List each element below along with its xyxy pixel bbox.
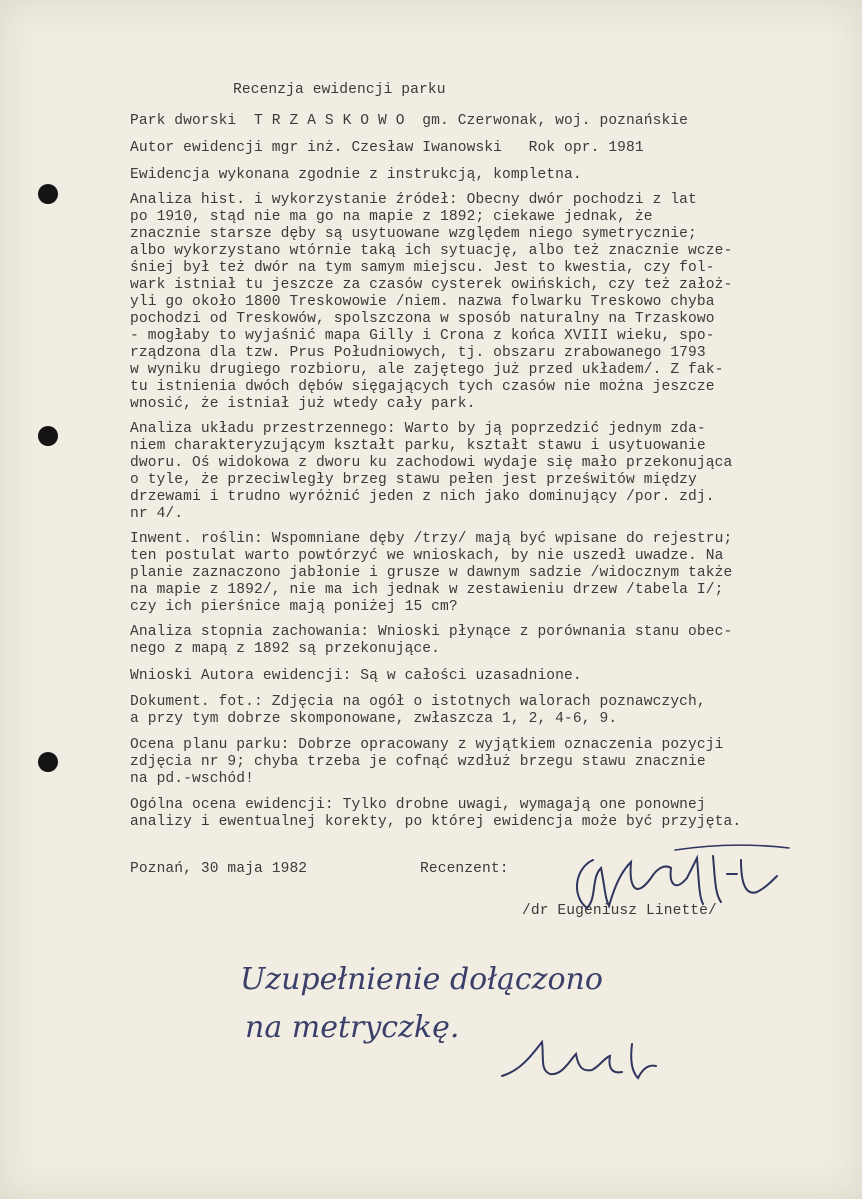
text-line: w wyniku drugiego rozbioru, ale zajętego już przed układem/. Z fak- — [130, 362, 724, 378]
text-line: Autor ewidencji mgr inż. Czesław Iwanowski Rok opr. 1981 — [130, 140, 644, 156]
text-line: rządzona dla tzw. Prus Południowych, tj. obszaru zrabowanego 1793 — [130, 345, 706, 361]
reviewer-name: /dr Eugeniusz Linette/ — [522, 903, 717, 919]
text-line: o tyle, że przeciwległy brzeg stawu pełen jest prześwitów między — [130, 472, 697, 488]
handwritten-note-line2: na metryczkę. — [245, 1010, 460, 1045]
text-line: wark istniał tu jeszcze za czasów cysterek owińskich, czy też założ- — [130, 277, 733, 293]
text-line: nego z mapą z 1892 są przekonujące. — [130, 641, 441, 657]
text-line: Wnioski Autora ewidencji: Są w całości uzasadnione. — [130, 668, 582, 684]
text-line: drzewami i trudno wyróżnić jeden z nich jako dominujący /por. zdj. — [130, 489, 715, 505]
text-line: analizy i ewentualnej korekty, po której ewidencja może być przyjęta. — [130, 814, 742, 830]
handwritten-note-line1: Uzupełnienie dołączono — [240, 962, 603, 997]
text-line: wnosić, że istniał już wtedy cały park. — [130, 396, 476, 412]
text-line: Dokument. fot.: Zdjęcia na ogół o istotnych walorach poznawczych, — [130, 694, 706, 710]
text-line: planie zaznaczono jabłonie i grusze w dawnym sadzie /widocznym także — [130, 565, 733, 581]
text-line: pochodzi od Treskowów, spolszczona w sposób naturalny na Trzaskowo — [130, 311, 715, 327]
punch-hole — [38, 184, 58, 204]
text-line: Analiza stopnia zachowania: Wnioski płynące z porównania stanu obec- — [130, 624, 733, 640]
document-title: Recenzja ewidencji parku — [233, 82, 446, 98]
text-line: Ewidencja wykonana zgodnie z instrukcją, kompletna. — [130, 167, 582, 183]
text-line: albo wykorzystano wtórnie taką ich sytuację, albo też znacznie wcze- — [130, 243, 733, 259]
text-line: Ogólna ocena ewidencji: Tylko drobne uwagi, wymagają one ponownej — [130, 797, 706, 813]
punch-hole — [38, 426, 58, 446]
text-line: na pd.-wschód! — [130, 771, 255, 787]
signature-reviewer — [565, 838, 795, 918]
signature-initials — [492, 1030, 667, 1090]
place-date: Poznań, 30 maja 1982 — [130, 861, 308, 877]
text-line: Ocena planu parku: Dobrze opracowany z wyjątkiem oznaczenia pozycji — [130, 737, 724, 753]
text-line: ten postulat warto powtórzyć we wnioskach, by nie uszedł uwadze. Na — [130, 548, 724, 564]
text-line: dworu. Oś widokowa z dworu ku zachodowi wydaje się mało przekonująca — [130, 455, 733, 471]
text-line: śniej był też dwór na tym samym miejscu. Jest to kwestia, czy fol- — [130, 260, 715, 276]
text-line: czy ich pierśnice mają poniżej 15 cm? — [130, 599, 458, 615]
text-line: - mogłaby to wyjaśnić mapa Gilly i Crona z końca XVIII wieku, spo- — [130, 328, 715, 344]
text-line: nr 4/. — [130, 506, 184, 522]
text-line: niem charakteryzującym kształt parku, kształt stawu i usytuowanie — [130, 438, 706, 454]
text-line: Analiza hist. i wykorzystanie źródeł: Obecny dwór pochodzi z lat — [130, 192, 697, 208]
text-line: zdjęcia nr 9; chyba trzeba je cofnąć wzdłuż brzegu stawu znacznie — [130, 754, 706, 770]
text-line: Analiza układu przestrzennego: Warto by ją poprzedzić jednym zda- — [130, 421, 706, 437]
text-line: Park dworski T R Z A S K O W O gm. Czerwonak, woj. poznańskie — [130, 113, 689, 129]
reviewer-label: Recenzent: — [420, 861, 509, 877]
text-line: na mapie z 1892/, nie ma ich jednak w zestawieniu drzew /tabela I/; — [130, 582, 724, 598]
text-line: tu istnienia dwóch dębów sięgających tych czasów nie można jeszcze — [130, 379, 715, 395]
text-line: a przy tym dobrze skomponowane, zwłaszcza 1, 2, 4-6, 9. — [130, 711, 618, 727]
text-line: yli go około 1800 Treskowowie /niem. nazwa folwarku Treskowo chyba — [130, 294, 715, 310]
text-line: znacznie starsze dęby są usytuowane względem niego symetrycznie; — [130, 226, 697, 242]
punch-hole — [38, 752, 58, 772]
text-line: po 1910, stąd nie ma go na mapie z 1892; ciekawe jednak, że — [130, 209, 653, 225]
text-line: Inwent. roślin: Wspomniane dęby /trzy/ mają być wpisane do rejestru; — [130, 531, 733, 547]
